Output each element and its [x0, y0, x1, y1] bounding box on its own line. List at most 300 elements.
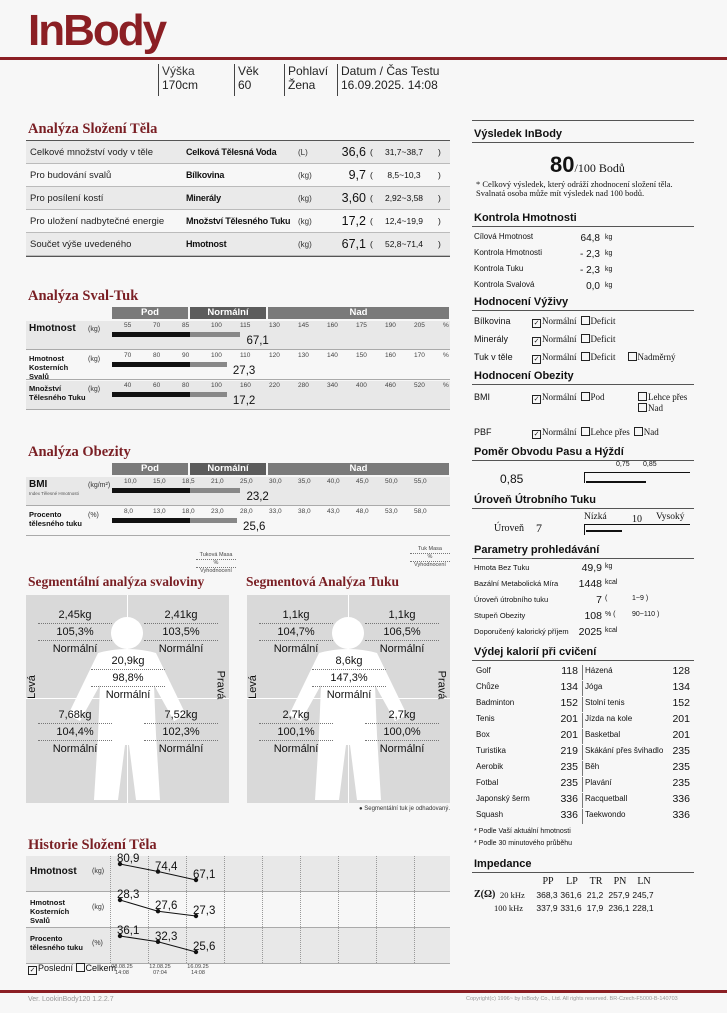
row-value: 17,2 [341, 214, 366, 228]
opt-normal-label: Normální [542, 316, 577, 326]
row-name: Minerály [186, 193, 221, 203]
cal-right-name: Basketbal [585, 730, 621, 739]
bar-unit: (kg) [88, 386, 101, 393]
cal-left-name: Box [476, 730, 490, 739]
right-rule [472, 660, 694, 661]
side-right: Pravá [435, 670, 448, 700]
history-line [26, 892, 450, 927]
opt-deficit [581, 334, 616, 344]
imp-col: PP [542, 876, 554, 887]
scale-tick: 30,0 [269, 478, 282, 485]
seg-kg: 1,1kg [365, 607, 439, 624]
history-value: 27,3 [193, 905, 216, 917]
scale-tick: 190 [385, 322, 396, 329]
cal-left-val: 336 [560, 809, 578, 821]
scale-tick: % [443, 322, 449, 329]
cal-sep [582, 809, 583, 824]
cal-left-val: 235 [560, 777, 578, 789]
composition-row [26, 187, 450, 210]
seg-eval: Normální [105, 689, 151, 701]
scale-tick: 23,0 [211, 508, 224, 515]
opt-excess-label: Nadměrný [637, 352, 676, 362]
right-section-title: Impedance [474, 858, 532, 870]
imp-20-val: 21,2 [586, 890, 604, 900]
opt-normal: ✓ Normální [533, 316, 577, 327]
imp-col: LN [637, 876, 651, 887]
row-range-open: ( [370, 170, 373, 180]
cal-sep [582, 777, 583, 792]
cal-left-val: 201 [560, 713, 578, 725]
row-unit: (kg) [298, 171, 312, 180]
cal-left-val: 219 [560, 745, 578, 757]
imp-f20: 20 kHz [500, 890, 525, 900]
cal-left-val: 118 [561, 665, 578, 677]
cal-left-name: Japonský šerm [476, 794, 530, 803]
cal-right-name: Jízda na kole [585, 714, 633, 723]
scale-tick: 60 [153, 382, 161, 389]
scale-tick: 145 [298, 322, 309, 329]
row-range-close: ) [438, 147, 441, 157]
right-section-title: Parametry prohledávání [474, 544, 600, 556]
row-value: 67,1 [341, 237, 366, 251]
row-name: Hmotnost [186, 239, 227, 249]
bar-unit: (kg/m²) [88, 482, 111, 489]
scale-tick: 130 [269, 322, 280, 329]
bar-value: 27,3 [232, 365, 256, 377]
right-rule [472, 226, 694, 227]
row-range-close: ) [438, 216, 441, 226]
visceral-level-label: Úroveň [494, 523, 524, 534]
history-date: 12.08.25 07:04 [149, 964, 171, 976]
scale-tick: 40 [124, 382, 132, 389]
seg-kg: 7,52kg [144, 707, 218, 724]
history-value: 36,1 [117, 925, 140, 937]
cal-left-name: Fotbal [476, 778, 499, 787]
param-unit: kcal [605, 627, 618, 634]
control-value: 64,8 [580, 233, 600, 244]
cal-left-val: 201 [560, 729, 578, 741]
row-range: 12,4~19,9 [384, 216, 424, 226]
side-left: Levá [25, 675, 38, 699]
composition-title: Analýza Složení Těla [28, 121, 158, 137]
footer-version: Ver. LookinBody120 1.2.2.7 [28, 996, 114, 1003]
cal-right-name: Jóga [585, 682, 603, 691]
scale-tick: 38,0 [298, 508, 311, 515]
row-unit: (kg) [298, 194, 312, 203]
score-note: * Celkový výsledek, který odráží zhodnocení složení těla. Svalnatá osoba může mít výsledek nad 100 bodů. [476, 179, 673, 198]
cal-sep [582, 745, 583, 760]
seg-kg: 8,6kg [312, 653, 386, 670]
history-unit: (%) [92, 940, 103, 947]
bar-value: 17,2 [232, 395, 256, 407]
seg-kg: 2,45kg [38, 607, 112, 624]
bar-label: Množství Tělesného Tuku [29, 384, 86, 402]
score-block [550, 152, 625, 178]
scale-tick: 100 [211, 382, 222, 389]
bar-fill [112, 332, 190, 337]
nutrition-key: Tuk v těle [474, 352, 513, 362]
row-value: 3,60 [341, 191, 366, 205]
height-cell: Výška 170cm [162, 64, 199, 92]
scale-tick: 80 [153, 352, 161, 359]
right-rule [472, 384, 694, 385]
cal-right-val: 235 [672, 777, 690, 789]
seg-lean-title: Segmentální analýza svaloviny [28, 574, 205, 589]
sex-cell: Pohlaví Žena [288, 64, 329, 92]
scale-tick: 160 [385, 352, 396, 359]
footer-copyright: Copyright(c) 1996~ by InBody Co., Ltd. All rights reserved. BR-Czech-F5000-B-140703 [466, 996, 678, 1002]
pbf-nad-label: Nad [643, 427, 659, 437]
row-desc: Pro uložení nadbytečné energie [30, 216, 165, 227]
history-value: 80,9 [117, 853, 140, 865]
pbf-normal-label: Normální [542, 427, 577, 437]
seg-pct: 104,4% [38, 724, 112, 741]
muscle-fat-title: Analýza Sval-Tuk [28, 288, 139, 304]
right-rule [472, 310, 694, 311]
cal-sep [582, 697, 583, 712]
param-range: 90~110 ) [632, 611, 660, 618]
bar-label: Procento tělesného tuku [29, 510, 82, 528]
row-range: 52,8~71,4 [384, 239, 424, 249]
bar-fill [112, 488, 190, 493]
cal-note2: * Podle 30 minutového průběhu [474, 840, 573, 847]
row-desc: Celkové množství vody v těle [30, 147, 154, 158]
seg-cell-la [365, 607, 439, 657]
seg-fat-legend: Tuk Masa % Vyhodnocení [410, 546, 450, 569]
row-name: Množství Tělesného Tuku [186, 216, 291, 226]
cal-right-val: 235 [672, 745, 690, 757]
bmi-pod-label: Pod [590, 392, 605, 402]
seg-pct: 147,3% [312, 670, 386, 687]
history-label: Hmotnost [30, 866, 77, 877]
whr-t1: 0,75 [616, 461, 630, 468]
imp-col: TR [589, 876, 603, 887]
history-value: 27,6 [155, 900, 178, 913]
imp-col: PN [613, 876, 627, 887]
bar-row [26, 321, 450, 350]
whr-bar [586, 481, 646, 483]
bar-row [26, 381, 450, 410]
cal-sep [582, 793, 583, 808]
seg-pct: 104,7% [259, 624, 333, 641]
band-2: Nad [268, 463, 449, 475]
bar-label: BMI [29, 479, 48, 490]
cal-right-val: 134 [672, 681, 690, 693]
bar-row [26, 477, 450, 506]
imp-z: Z(Ω) [474, 889, 496, 900]
band-1: Normální [190, 307, 266, 319]
scale-tick: 340 [327, 382, 338, 389]
right-section-title: Výsledek InBody [474, 128, 563, 140]
right-rule [472, 872, 694, 873]
seg-lean-panel [26, 595, 229, 803]
imp-col: LP [566, 876, 578, 887]
seg-cell-rl [259, 707, 333, 757]
scale-tick: 40,0 [327, 478, 340, 485]
cal-sep [582, 761, 583, 776]
control-unit: kg [605, 250, 613, 257]
history-legend: ✓ Poslední Celkem [29, 963, 117, 974]
bar-fill-normal [190, 332, 241, 337]
seg-fat-panel [247, 595, 450, 803]
cal-sep [582, 665, 583, 680]
seg-pct: 105,3% [38, 624, 112, 641]
bar-row [26, 507, 450, 536]
scale-tick: 115 [240, 322, 251, 329]
scale-tick: 170 [414, 352, 425, 359]
param-value: 7 [596, 594, 602, 606]
imp-20-val: 368,3 [536, 890, 558, 900]
bmi-options [532, 392, 632, 404]
imp-20-val: 361,6 [560, 890, 582, 900]
cal-note1: * Podle Vaší aktuální hmotnosti [474, 828, 571, 835]
composition-bottom-rule [26, 256, 450, 257]
history-row [26, 889, 450, 928]
cal-right-val: 336 [672, 809, 690, 821]
seg-kg: 2,41kg [144, 607, 218, 624]
bar-value: 23,2 [246, 491, 269, 503]
imp-100-val: 331,6 [560, 903, 582, 913]
seg-cell-ra [38, 607, 112, 657]
history-unit: (kg) [92, 904, 105, 911]
imp-100-val: 17,9 [586, 903, 604, 913]
row-range-open: ( [370, 239, 373, 249]
param-key: Hmota Bez Tuku [474, 563, 530, 572]
scale-tick: 18,0 [182, 508, 195, 515]
bar-label: Hmotnost [29, 323, 76, 334]
band-0: Pod [112, 307, 188, 319]
opt-normal: ✓ Normální [533, 352, 577, 363]
row-name: Bílkovina [186, 170, 225, 180]
control-key: Kontrola Hmotnosti [474, 248, 543, 257]
scale-tick: 50,0 [385, 478, 398, 485]
bar-fill-normal [190, 488, 241, 493]
bar-unit: (kg) [88, 356, 101, 363]
cal-left-val: 235 [560, 761, 578, 773]
history-label: Procento tělesného tuku [30, 934, 83, 952]
right-section-title: Úroveň Útrobního Tuku [474, 494, 597, 506]
seg-cell-ll [144, 707, 218, 757]
seg-eval: Normální [379, 743, 425, 755]
right-top-rule [472, 120, 694, 121]
bar-sublabel: Index Tělesné Hmotnosti [29, 491, 79, 496]
scale-tick: 85 [182, 322, 190, 329]
inbody-logo: InBody [28, 6, 166, 55]
param-key: Úroveň útrobního tuku [474, 595, 549, 604]
visceral-high: Vysoký [656, 512, 685, 522]
bar-value: 25,6 [243, 521, 266, 533]
seg-eval: Normální [326, 689, 372, 701]
score-outof: /100 Bodů [574, 161, 625, 175]
scale-tick: 8,0 [124, 508, 134, 515]
param-value: 2025 [578, 626, 602, 638]
seg-lean-legend: Tuková Masa % Vyhodnocení [196, 552, 236, 575]
scale-tick: 48,0 [356, 508, 369, 515]
scale-tick: 21,0 [211, 478, 224, 485]
cal-left-name: Tenis [476, 714, 495, 723]
visceral-level: 7 [536, 521, 542, 535]
cal-right-val: 152 [672, 697, 690, 709]
scale-tick: 55 [124, 322, 132, 329]
scale-tick: 58,0 [414, 508, 427, 515]
param-key: Bazální Metabolická Míra [474, 579, 559, 588]
age-cell: Věk 60 [238, 64, 259, 92]
scale-tick: 90 [182, 352, 190, 359]
history-chart [26, 853, 450, 980]
composition-row [26, 164, 450, 187]
param-unit: kcal [605, 579, 618, 586]
history-title: Historie Složení Těla [28, 837, 157, 853]
row-range-close: ) [438, 239, 441, 249]
scale-tick: 520 [414, 382, 425, 389]
control-unit: kg [605, 266, 613, 273]
history-label: Hmotnost Kosterních Svalů [30, 898, 70, 925]
opt-normal-label: Normální [542, 334, 577, 344]
scale-tick: 13,0 [153, 508, 166, 515]
band-2: Nad [268, 307, 449, 319]
param-unit: ( [605, 595, 608, 602]
scale-tick: 10,0 [124, 478, 137, 485]
seg-pct: 106,5% [365, 624, 439, 641]
history-line [26, 928, 450, 963]
seg-cell-rl [38, 707, 112, 757]
history-value: 25,6 [193, 941, 216, 953]
right-section-title: Poměr Obvodu Pasu a Hýždí [474, 446, 624, 458]
right-rule [472, 558, 694, 559]
right-rule [472, 508, 694, 509]
score-value: 80 [550, 152, 575, 177]
bmi-normal-label: Normální [542, 392, 577, 402]
imp-f100: 100 kHz [494, 903, 524, 913]
seg-pct: 100,1% [259, 724, 333, 741]
visceral-low: Nízká [584, 512, 607, 522]
pbf-over-label: Lehce přes [590, 427, 630, 437]
side-left: Levá [246, 675, 259, 699]
bar-fill-normal [190, 518, 237, 523]
band-0: Pod [112, 463, 188, 475]
bar-value: 67,1 [246, 335, 269, 347]
row-range: 31,7~38,7 [384, 147, 424, 157]
bar-fill [112, 362, 190, 367]
composition-row [26, 141, 450, 164]
param-range: 1~9 ) [632, 595, 649, 602]
right-rule [472, 142, 694, 143]
bar-fill [112, 518, 190, 523]
seg-pct: 102,3% [144, 724, 218, 741]
opt-deficit [581, 316, 616, 326]
row-value: 9,7 [348, 168, 366, 182]
seg-kg: 7,68kg [38, 707, 112, 724]
seg-kg: 20,9kg [91, 653, 165, 670]
bmi-options-right [638, 392, 687, 414]
scale-tick: 120 [269, 352, 280, 359]
history-row [26, 925, 450, 964]
cal-right-val: 201 [672, 729, 690, 741]
cal-sep [582, 729, 583, 744]
history-value: 67,1 [193, 869, 216, 881]
scale-tick: 15,0 [153, 478, 166, 485]
bmi-pod [581, 392, 605, 402]
pbf-options [532, 427, 692, 439]
scale-tick: 140 [327, 352, 338, 359]
cal-right-name: Stolní tenis [585, 698, 625, 707]
opt-normal-label: Normální [542, 352, 577, 362]
row-range: 8,5~10,3 [387, 170, 421, 180]
opt-deficit-label: Deficit [590, 352, 616, 362]
cal-left-name: Badminton [476, 698, 515, 707]
seg-fat-title: Segmentová Analýza Tuku [246, 574, 400, 589]
row-unit: (L) [298, 148, 308, 157]
visceral-mark: 10 [632, 514, 642, 525]
param-value: 49,9 [581, 562, 602, 574]
seg-pct: 103,5% [144, 624, 218, 641]
cal-right-name: Racquetball [585, 794, 628, 803]
history-value: 32,3 [155, 930, 178, 943]
cal-right-val: 201 [672, 713, 690, 725]
bar-unit: (kg) [88, 326, 101, 333]
opt-excess [628, 352, 676, 362]
param-value: 1448 [578, 578, 602, 590]
right-section-title: Výdej kalorií při cvičení [474, 646, 597, 658]
composition-row [26, 233, 450, 256]
bmi-over-label: Lehce přes [648, 392, 688, 402]
cal-right-val: 235 [672, 761, 690, 773]
scale-tick: 400 [356, 382, 367, 389]
cal-left-name: Golf [476, 666, 491, 675]
date-cell: Datum / Čas Testu 16.09.2025. 14:08 [341, 64, 440, 92]
obesity-title: Analýza Obezity [28, 444, 131, 460]
opt-deficit-label: Deficit [590, 334, 616, 344]
scale-tick: 25,0 [240, 478, 253, 485]
right-section-title: Hodnocení Obezity [474, 370, 574, 382]
row-unit: (kg) [298, 217, 312, 226]
right-section-title: Kontrola Hmotnosti [474, 212, 577, 224]
history-value: 74,4 [155, 860, 178, 873]
param-unit: kg [605, 563, 613, 570]
history-row [26, 853, 450, 892]
imp-20-val: 245,7 [632, 890, 654, 900]
bar-fill-normal [190, 392, 227, 397]
row-range-open: ( [370, 147, 373, 157]
param-value: 108 [584, 610, 602, 622]
scale-tick: 28,0 [240, 508, 253, 515]
control-value: - 2,3 [579, 249, 600, 260]
row-range-close: ) [438, 170, 441, 180]
cal-left-name: Squash [476, 810, 504, 819]
cal-left-name: Turistika [476, 746, 506, 755]
cal-left-val: 336 [560, 793, 578, 805]
scale-tick: 205 [414, 322, 425, 329]
seg-eval: Normální [273, 743, 319, 755]
nutrition-options [532, 316, 692, 328]
cal-left-name: Aerobik [476, 762, 504, 771]
imp-100-val: 228,1 [632, 903, 654, 913]
composition-row [26, 210, 450, 233]
row-unit: (kg) [298, 240, 312, 249]
muscle-fat-chart [26, 307, 450, 411]
bmi-normal: ✓ Normální [533, 392, 577, 403]
control-key: Kontrola Tuku [474, 264, 524, 273]
bar-fill [112, 392, 190, 397]
obesity-chart [26, 463, 450, 539]
param-key: Stupeň Obezity [474, 611, 526, 620]
control-key: Cílová Hmotnost [474, 232, 534, 241]
bmi-key: BMI [474, 392, 491, 402]
cal-right-name: Taekwondo [585, 810, 626, 819]
visceral-bar [586, 530, 622, 532]
control-value: - 2,3 [579, 265, 600, 276]
cal-right-val: 128 [672, 665, 690, 677]
